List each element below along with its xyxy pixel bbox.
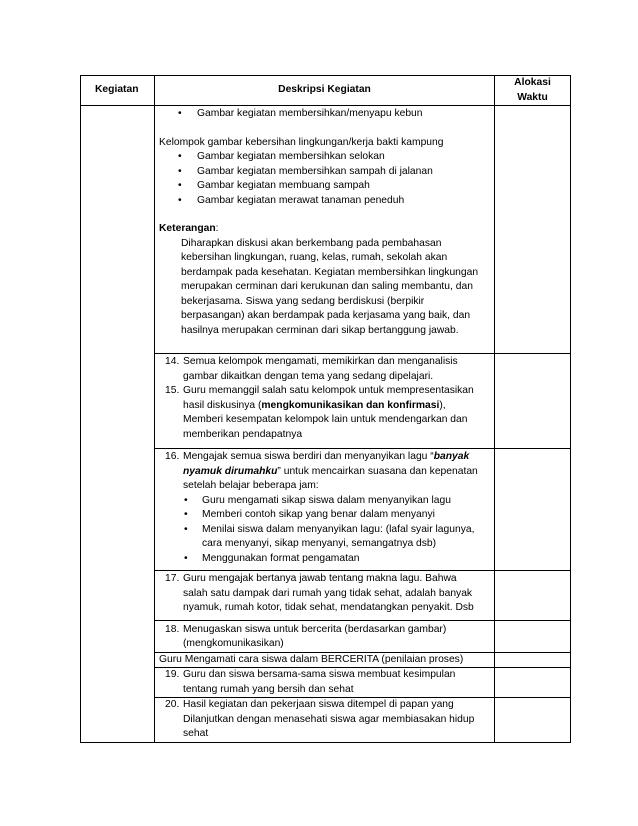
item-number: 14. <box>165 356 180 367</box>
item-text-bold: mengkomunikasikan dan konfirmasi <box>261 399 440 411</box>
item-number: 18. <box>165 623 180 635</box>
list-item: • Gambar kegiatan membersihkan selokan <box>159 150 490 165</box>
item-text: Dilanjutkan dengan menasehati siswa agar membiasakan hidup <box>183 713 475 725</box>
description-cell <box>155 620 495 652</box>
keterangan-line: kebersihan lingkungan, ruang, kelas, rumah, sekolah akan <box>181 252 448 263</box>
table-header-row <box>81 76 571 106</box>
keterangan-line: Diharapkan diskusi akan berkembang pada pembahasan <box>181 237 442 249</box>
list-item-line <box>159 465 490 480</box>
item-text: memberikan pendapatnya <box>183 428 303 440</box>
table-row <box>81 698 571 743</box>
item-text: sehat <box>183 728 209 739</box>
group-title: Kelompok gambar kebersihan lingkungan/kerja bakti kampung <box>159 136 444 148</box>
header-kegiatan: Kegiatan <box>81 76 155 106</box>
item-number: 16. <box>165 451 180 462</box>
list-item: • Menggunakan format pengamatan <box>159 552 490 567</box>
description-cell <box>155 449 495 571</box>
item-text: cara menyanyi, sikap menyanyi, semangatnya dsb) <box>202 538 437 549</box>
item-text: Semua kelompok mengamati, memikirkan dan menganalisis <box>183 356 458 367</box>
item-text: salah satu dampak dari rumah yang tidak sehat, adalah banyak <box>183 587 473 599</box>
time-cell <box>495 354 571 449</box>
list-item <box>159 355 490 370</box>
table-row <box>81 449 571 571</box>
time-cell <box>495 698 571 743</box>
time-cell <box>495 106 571 354</box>
header-alokasi-waktu <box>495 76 571 106</box>
keterangan-colon: : <box>215 223 219 234</box>
time-cell <box>495 571 571 621</box>
description-cell <box>155 106 495 354</box>
description-cell <box>155 652 495 668</box>
list-item <box>159 698 490 713</box>
observation-note: Guru Mengamati cara siswa dalam BERCERITA (penilaian proses) <box>159 653 464 665</box>
table-row <box>81 106 571 354</box>
item-number: 20. <box>165 699 180 710</box>
table-row <box>81 652 571 668</box>
keterangan-line: bekerjasama. Siswa yang sedang berdiskusi (berpikir <box>181 295 425 307</box>
item-text: Mengajak semua siswa berdiri dan menyanyikan lagu “ <box>183 451 434 462</box>
list-item: • Gambar kegiatan membersihkan sampah di jalanan <box>159 165 490 180</box>
list-item <box>159 668 490 683</box>
list-item: • Memberi contoh sikap yang benar dalam menyanyi <box>159 508 490 523</box>
keterangan-line: berdampak pada kesehatan. Kegiatan membersihkan lingkungan <box>181 266 479 278</box>
item-text: ), <box>439 399 446 411</box>
list-item: • Gambar kegiatan membuang sampah <box>159 179 490 194</box>
description-cell <box>155 668 495 698</box>
header-deskripsi: Deskripsi Kegiatan <box>155 76 495 106</box>
item-number: 17. <box>165 573 180 584</box>
time-cell <box>495 668 571 698</box>
list-item-line <box>159 399 490 414</box>
item-text: ” untuk mencairkan suasana dan kepenatan <box>277 465 478 477</box>
item-number: 19. <box>165 669 180 680</box>
item-text: Memberi kesempatan kelompok lain untuk mendengarkan dan <box>183 414 468 425</box>
time-cell <box>495 620 571 652</box>
item-text: Guru mengajak bertanya jawab tentang makna lagu. Bahwa <box>183 573 457 584</box>
item-text: setelah belajar beberapa jam: <box>183 480 319 491</box>
keterangan-line: berpasangan) akan berdampak pada kerjasama yang baik, dan <box>181 310 471 321</box>
keterangan-line: hasilnya merupakan cerminan dari sikap bertanggung jawab. <box>181 324 459 336</box>
item-text: nyamuk, rumah kotor, tidak sehat, mendatangkan penyakit. Dsb <box>183 602 474 613</box>
item-text: Guru memanggil salah satu kelompok untuk mempresentasikan <box>183 385 474 396</box>
table-row <box>81 571 571 621</box>
item-number: 15. <box>165 385 180 396</box>
description-cell <box>155 571 495 621</box>
song-title: banyak <box>433 451 470 462</box>
item-text: Menugaskan siswa untuk bercerita (berdasarkan gambar) <box>183 623 447 635</box>
keterangan-heading <box>159 222 490 237</box>
table-row <box>81 668 571 698</box>
list-item <box>159 450 490 465</box>
list-item <box>159 572 490 587</box>
header-waktu: Waktu <box>517 91 548 103</box>
time-cell <box>495 652 571 668</box>
list-item: • Gambar kegiatan merawat tanaman peneduh <box>159 194 490 209</box>
description-cell <box>155 354 495 449</box>
item-text: hasil diskusinya ( <box>183 399 262 411</box>
list-item: • Menilai siswa dalam menyanyikan lagu: (lafal syair lagunya, <box>159 523 490 538</box>
activity-table <box>80 75 571 743</box>
item-text: Hasil kegiatan dan pekerjaan siswa ditempel di papan yang <box>183 699 454 710</box>
header-alokasi: Alokasi <box>514 77 551 88</box>
item-text: Guru dan siswa bersama-sama siswa membuat kesimpulan <box>183 669 456 680</box>
time-cell <box>495 449 571 571</box>
list-item: • Guru mengamati sikap siswa dalam menyanyikan lagu <box>159 494 490 509</box>
item-text: tentang rumah yang bersih dan sehat <box>183 683 354 695</box>
list-item <box>159 623 490 638</box>
song-title: nyamuk dirumahku <box>183 465 278 477</box>
keterangan-line: merupakan cerminan dari kerukunan dan saling membantu, dan <box>181 281 473 292</box>
table-row <box>81 620 571 652</box>
item-text: gambar dikaitkan dengan tema yang sedang dipelajari. <box>183 370 434 382</box>
description-cell <box>155 698 495 743</box>
list-item: • Gambar kegiatan membersihkan/menyapu kebun <box>159 107 490 122</box>
keterangan-label: Keterangan <box>159 223 216 234</box>
kegiatan-cell <box>81 106 155 743</box>
item-text: (mengkomunikasikan) <box>183 638 284 649</box>
table-row <box>81 354 571 449</box>
list-item <box>159 384 490 399</box>
